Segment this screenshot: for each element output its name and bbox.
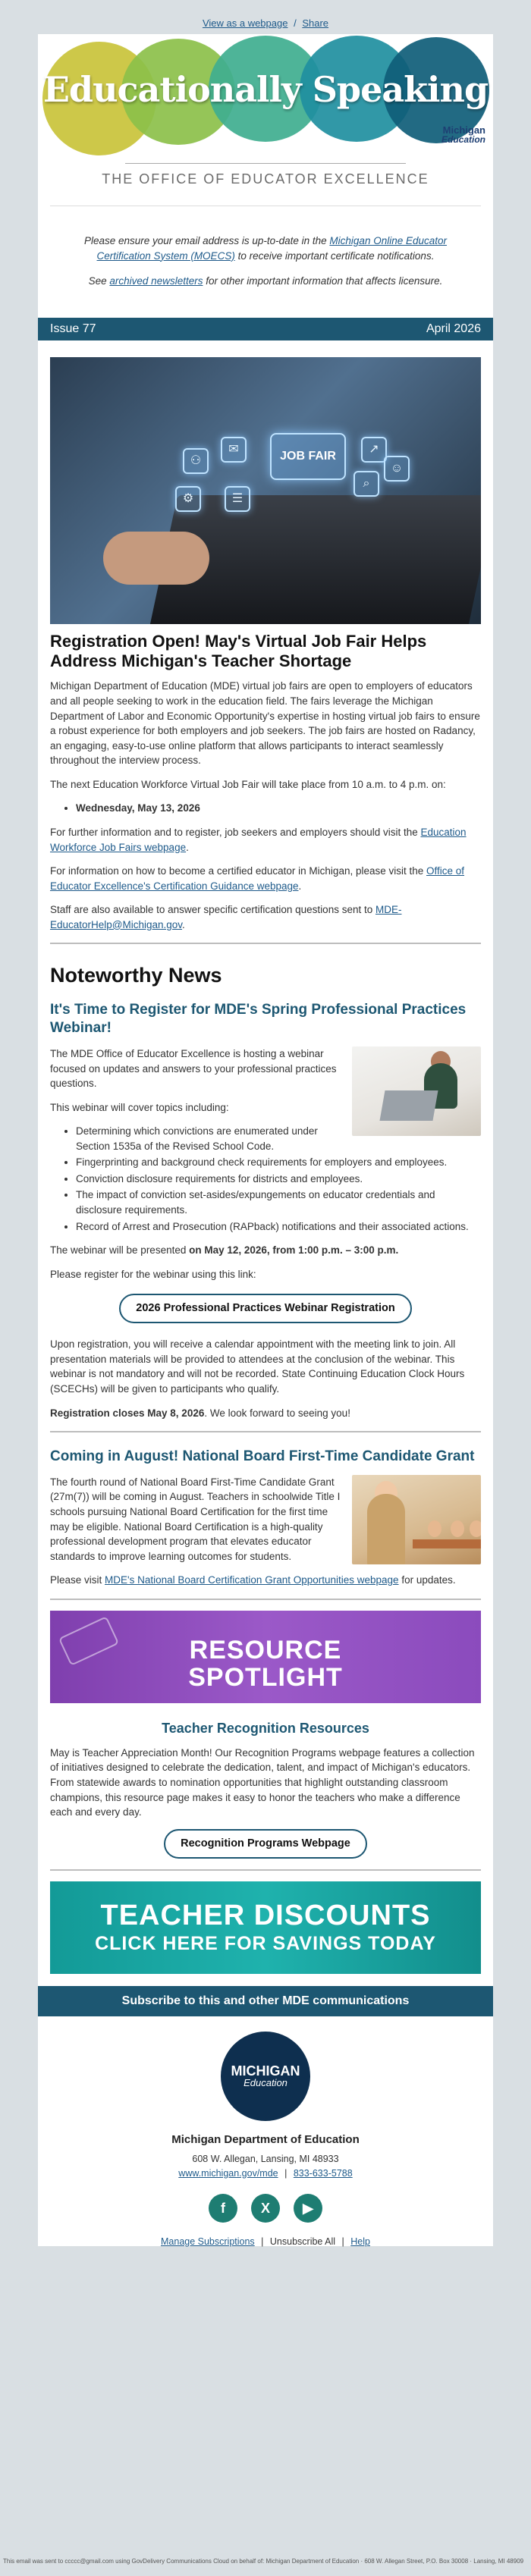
section-divider [50,1599,481,1600]
job-fair-text: . [186,841,189,853]
footer-org-name: Michigan Department of Education [171,2132,360,2146]
notice-moecs [67,234,464,263]
classroom-desk [413,1539,481,1548]
section-divider [50,1869,481,1871]
section-divider [50,1431,481,1432]
archived-newsletters-link[interactable]: archived newsletters [109,275,203,287]
issue-bar [38,318,493,340]
board-grant-webpage-link[interactable]: MDE's National Board Certification Grant Opportunities webpage [105,1574,399,1586]
job-fair-date: Wednesday, May 13, 2026 [76,802,200,814]
student-figure [451,1520,464,1537]
top-links-separator: / [294,17,297,29]
job-fair-text: For information on how to become a certified educator in Michigan, please visit the [50,865,427,877]
webinar-deadline-date: Registration closes May 8, 2026 [50,1407,205,1419]
resource-spotlight-banner [50,1611,481,1703]
job-fair-text: . [182,918,185,930]
job-fair-intro: Michigan Department of Education (MDE) virtual job fairs are open to employers of educators and all people seeking to work in the education field. The fairs leverage the Michigan Department of Labor and Economic Opportunity's expertise in hosting virtual job fairs to ensure a robust experience for both employers and job seekers. The job fairs are hosted on Radancy, an engaging, easy-to-use online platform that allows participants to interact seamlessly throughout the interview process. [50,680,480,767]
notice-archive [67,274,464,289]
job-fairs-webpage-link[interactable]: Education Workforce Job Fairs webpage [50,826,467,853]
teacher-figure [367,1494,405,1564]
help-link[interactable]: Help [350,2236,370,2247]
noteworthy-news-heading: Noteworthy News [50,964,222,987]
webinar-intro: The MDE Office of Educator Excellence is hosting a webinar focused on updates and answers to your professional practices questions. [50,1047,337,1090]
footer-separator: | [284,2167,287,2179]
footer-separator: | [261,2236,264,2247]
banner-divider [125,163,406,164]
hero-chart-icon: ↗ [361,437,387,463]
mde-website-link[interactable]: www.michigan.gov/mde [178,2167,278,2179]
webinar-topics-list [76,1124,481,1234]
unsubscribe-all-link[interactable]: Unsubscribe All [269,2236,336,2247]
job-fair-dates [76,801,481,816]
facebook-icon[interactable]: f [209,2194,237,2223]
job-fair-date-item [76,801,481,816]
banner-title: Educationally Speaking [42,69,489,110]
webinar-topic: • Record of Arrest and Prosecution (RAPback) notifications and their associated actions. [76,1219,481,1235]
certification-guidance-link[interactable]: Office of Educator Excellence's Certification Guidance webpage [50,865,465,892]
webinar-schedule [50,1243,481,1258]
spotlight-line2: SPOTLIGHT [188,1662,343,1692]
webinar-registration-button[interactable]: 2026 Professional Practices Webinar Registration [119,1294,411,1323]
footer-mde-logo [221,2032,310,2121]
webinar-details: Upon registration, you will receive a calendar appointment with the meeting link to join. All presentation materials will be provided to attendees at the conclusion of the webinar. This webinar is not mandatory and will not be recorded. State Continuing Education Clock Hours (SCECHs) will be given to participants who qualify. [50,1338,465,1395]
social-links [38,2194,493,2223]
legal-disclaimer: This email was sent to ccccc@gmail.com using GovDelivery Communications Cloud on behalf of: Michigan Department of Education · 608 W. Allegan Street, P.O. Box 30008 · Lansing, MI 48909 [3,2558,524,2565]
notice-text: to receive important certificate notifications. [234,249,435,262]
discounts-line2: CLICK HERE FOR SAVINGS TODAY [95,1932,436,1954]
hero-job-fair-label: JOB FAIR [270,433,346,480]
student-figure [470,1520,481,1537]
moecs-link[interactable]: Michigan Online Educator Certification System (MOECS) [96,235,448,262]
mde-phone-link[interactable]: 833-633-5788 [293,2167,353,2179]
banner-subtitle: THE OFFICE OF EDUCATOR EXCELLENCE [102,171,429,187]
webinar-text: . We look forward to seeing you! [204,1407,350,1419]
discounts-line1: TEACHER DISCOUNTS [100,1899,431,1931]
spotlight-line1: RESOURCE [189,1635,342,1665]
issue-number: Issue 77 [50,322,96,336]
recognition-programs-button[interactable]: Recognition Programs Webpage [164,1829,367,1859]
hero-people-icon: ⚇ [183,448,209,474]
teacher-discounts-banner[interactable] [50,1881,481,1974]
job-fair-certification [50,864,481,893]
manage-subscriptions-link[interactable]: Manage Subscriptions [161,2236,255,2247]
job-fair-text: Staff are also available to answer specific certification questions sent to [50,904,375,916]
webinar-image-laptop [379,1090,438,1121]
webinar-topic: • Determining which convictions are enumerated under Section 1535a of the Revised School Code. [76,1124,481,1153]
newsletter-container [38,34,493,2246]
board-text: for updates. [398,1574,456,1586]
hero-gear-icon: ⚙ [175,486,201,512]
top-links [0,0,531,30]
section-divider [50,943,481,944]
issue-date: April 2026 [426,322,481,336]
job-fair-text: . [298,880,302,892]
share-link[interactable]: Share [302,17,329,29]
footer-logo-state: MICHIGAN [231,2063,300,2079]
footer-separator: | [341,2236,344,2247]
webinar-image [352,1046,481,1136]
webinar-deadline [50,1406,481,1421]
webinar-text: The webinar will be presented [50,1244,190,1257]
job-fair-time: The next Education Workforce Virtual Job Fair will take place from 10 a.m. to 4 p.m. on: [50,778,446,790]
notice-text: See [88,275,110,287]
webinar-topic: • Conviction disclosure requirements for districts and employees. [76,1172,481,1187]
board-grant-link-para [50,1573,481,1588]
webinar-date: on May 12, 2026, from 1:00 p.m. – 3:00 p.m. [189,1244,399,1257]
email-notice [50,206,481,315]
webinar-topic: • Fingerprinting and background check requirements for employers and employees. [76,1155,481,1170]
hero-hand [103,532,209,585]
job-fair-staff [50,902,481,932]
webinar-register-prompt: Please register for the webinar using this link: [50,1268,256,1280]
job-fair-text: For further information and to register, job seekers and employers should visit the [50,826,421,838]
board-grant-image [352,1475,481,1564]
footer-links [38,2235,493,2248]
webinar-topic: • The impact of conviction set-asides/expungements on educator credentials and disclosure requirements. [76,1188,481,1217]
newsletter-content [38,357,493,1974]
footer [38,2016,493,2248]
hero-profile-icon: ☺ [384,456,410,482]
logo-state: Michigan [442,124,485,136]
recognition-button-wrap [50,1829,481,1859]
youtube-icon[interactable]: ▶ [294,2194,322,2223]
view-as-webpage-link[interactable]: View as a webpage [202,17,288,29]
board-text: Please visit [50,1574,105,1586]
notice-text: Please ensure your email address is up-to-date in the [83,235,330,246]
newsletter-banner [38,34,493,206]
x-twitter-icon[interactable]: X [251,2194,280,2223]
recognition-body: May is Teacher Appreciation Month! Our Recognition Programs webpage features a collection of initiatives designed to celebrate the dedication, talent, and impact of Michigan's educators. From statewide awards to nomination opportunities that highlight outstanding classroom champions, this resource page makes it easy to honor the teachers who make a difference each and every day. [50,1746,475,1818]
job-fair-title: Registration Open! May's Virtual Job Fair Helps Address Michigan's Teacher Shortage [50,631,427,671]
job-fair-hero-image [50,357,481,624]
webinar-title: It's Time to Register for MDE's Spring Professional Practices Webinar! [50,1002,467,1037]
footer-logo-dept: Education [244,2077,287,2089]
board-grant-title: Coming in August! National Board First-Time Candidate Grant [50,1448,475,1465]
hero-handshake-icon: ✉ [221,437,247,463]
logo-dept: Education [441,134,485,145]
subscribe-bar[interactable]: Subscribe to this and other MDE communications [38,1986,493,2016]
webinar-button-wrap [50,1294,481,1323]
hero-document-icon: ☰ [225,486,250,512]
hero-search-icon: ⌕ [353,471,379,497]
footer-address: 608 W. Allegan, Lansing, MI 48933 [192,2154,339,2165]
student-figure [428,1520,441,1537]
recognition-title: Teacher Recognition Resources [162,1720,369,1736]
notice-text: for other important information that affects licensure. [203,275,443,287]
board-grant-body: The fourth round of National Board First-Time Candidate Grant (27m(7)) will be coming in August. Teachers in schoolwide Title I schools pursuing National Board Certification for the first time may be eligible. National Board Certification is a high-quality professional development program that elevates educator standards to improve learning outcomes for students. [50,1476,341,1562]
webinar-topics-intro: This webinar will cover topics including: [50,1101,229,1113]
educator-help-email-link[interactable]: MDE-EducatorHelp@Michigan.gov [50,904,402,930]
michigan-education-logo [441,125,485,144]
footer-contact [38,2167,493,2180]
job-fair-register [50,825,481,855]
